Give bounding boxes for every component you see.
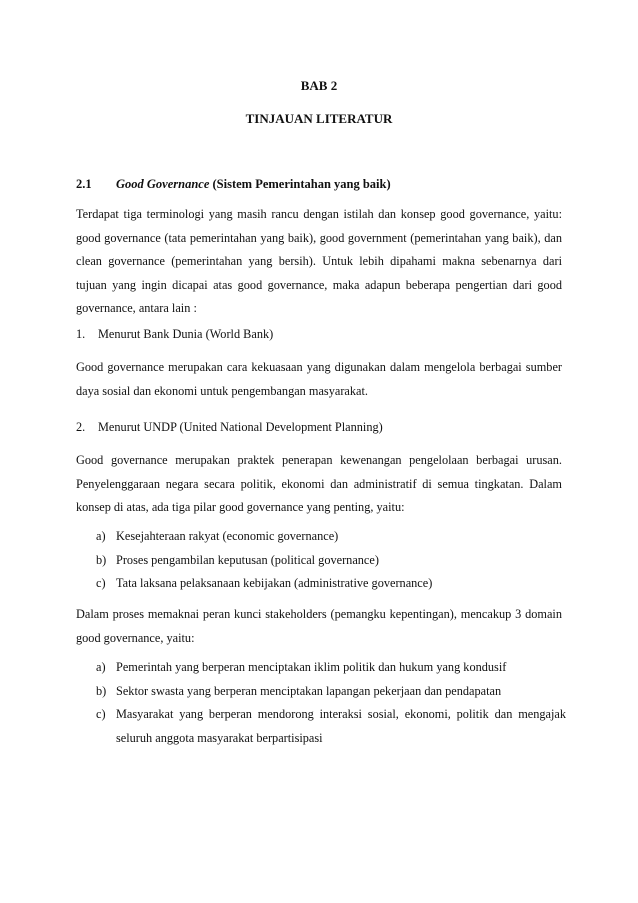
intro-paragraph: Terdapat tiga terminologi yang masih rancu dengan istilah dan konsep good governance, yaitu: good governance (tata pemerintahan yang baik), good government (pemerintahan yang baik), dan clean governance (pemerintahan yang bersih). Untuk lebih dipahami makna sebenarnya dari tujuan yang ingin dicapai atas good governance, maka adapun beberapa pengertian dari good governance, antara lain : [76, 207, 562, 315]
list-marker: b) [96, 552, 107, 567]
list-item [96, 703, 566, 750]
list-item [96, 680, 566, 704]
list-text: Sektor swasta yang berperan menciptakan lapangan pekerjaan dan pendapatan [116, 683, 502, 698]
item1-number: 1. [76, 327, 86, 341]
item2-number: 2. [76, 420, 86, 434]
numbered-heading-2 [76, 420, 383, 435]
domains-list [96, 656, 566, 750]
domains-intro-paragraph: Dalam proses memaknai peran kunci stakeholders (pemangku kepentingan), mencakup 3 domain good governance, yaitu: [76, 607, 562, 645]
section-title-italic: Good Governance [116, 177, 210, 191]
list-text: Proses pengambilan keputusan (political governance) [116, 552, 379, 567]
chapter-title: TINJAUAN LITERATUR [245, 111, 393, 126]
list-text: Kesejahteraan rakyat (economic governance) [116, 529, 339, 543]
list-item [96, 525, 566, 549]
list-marker: a) [96, 529, 106, 543]
section-heading [76, 177, 391, 192]
pillars-list [96, 525, 566, 596]
item2-paragraph: Good governance merupakan praktek penerapan kewenangan pengelolaan berbagai urusan. Penyelenggaraan negara secara politik, ekonomi dan administratif di semua tingkatan. Dalam konsep di atas, ada tiga pilar good governance yang penting, yaitu: [76, 453, 562, 514]
list-item [96, 572, 566, 596]
list-marker: a) [96, 660, 106, 674]
chapter-label: BAB 2 [300, 78, 338, 93]
item2-label: Menurut UNDP (United National Development Planning) [98, 420, 383, 434]
list-text: Pemerintah yang berperan menciptakan iklim politik dan hukum yang kondusif [116, 660, 507, 674]
list-marker: c) [96, 576, 106, 590]
list-item [96, 656, 566, 680]
list-text: Masyarakat yang berperan mendorong interaksi sosial, ekonomi, politik dan mengajak seluruh anggota masyarakat berpartisipasi [116, 707, 566, 745]
item1-paragraph: Good governance merupakan cara kekuasaan yang digunakan dalam mengelola berbagai sumber daya sosial dan ekonomi untuk pengembangan masyarakat. [76, 360, 562, 398]
numbered-heading-1 [76, 327, 273, 342]
list-marker: b) [96, 683, 107, 698]
section-number: 2.1 [76, 177, 92, 191]
section-title-rest: (Sistem Pemerintahan yang baik) [209, 177, 391, 191]
list-text: Tata laksana pelaksanaan kebijakan (administrative governance) [116, 576, 433, 590]
list-item [96, 549, 566, 573]
list-marker: c) [96, 707, 106, 721]
item1-label: Menurut Bank Dunia (World Bank) [98, 327, 274, 341]
